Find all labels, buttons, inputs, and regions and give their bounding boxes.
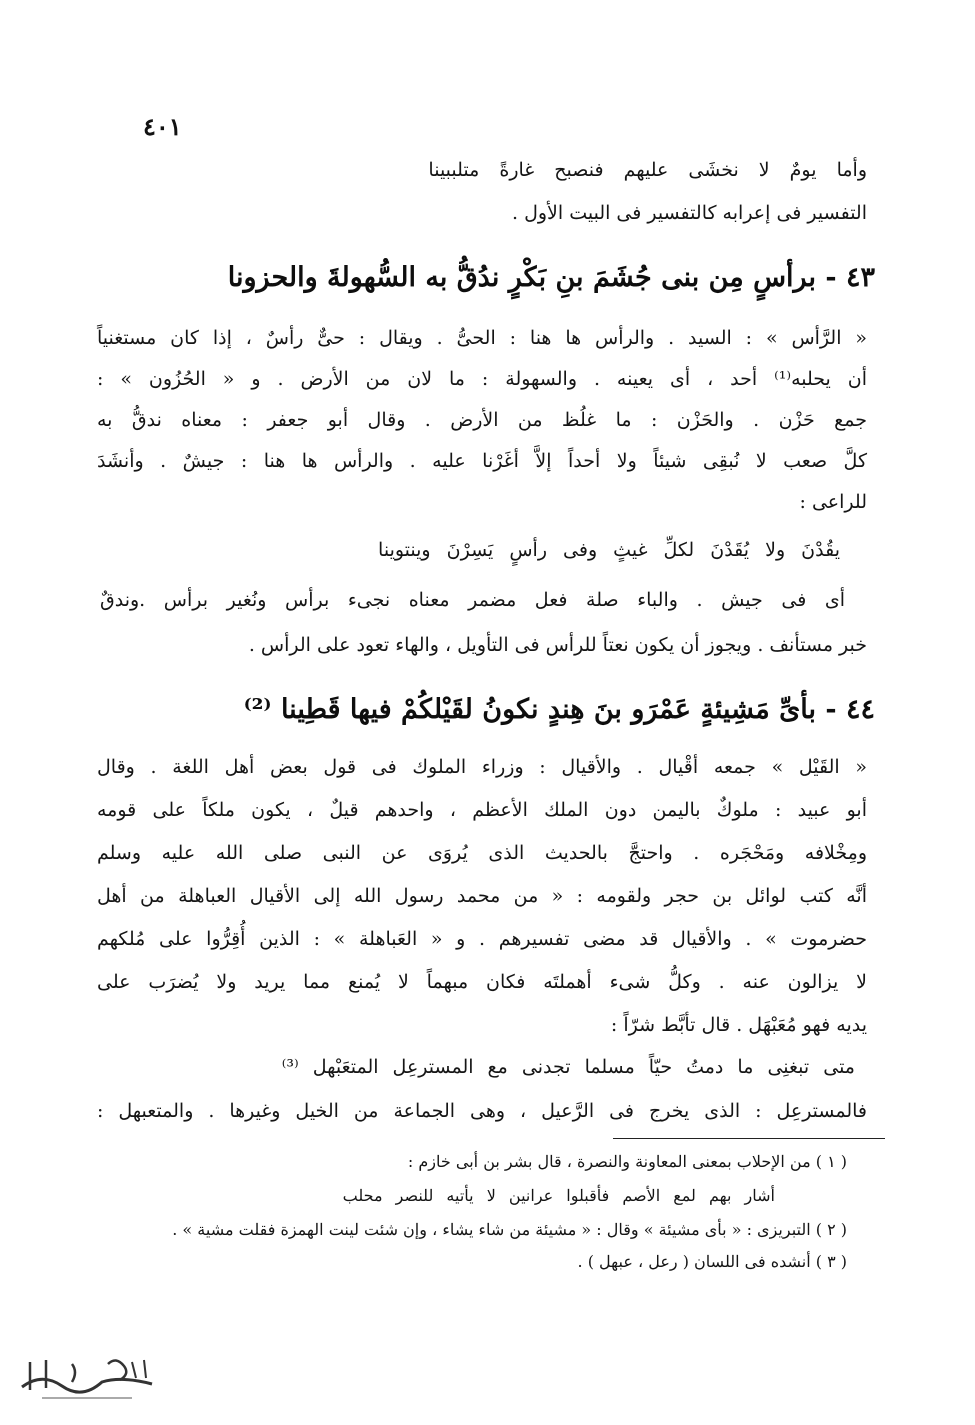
text-line: أن يحلبه⁽¹⁾ أحد ، أى يعينه . والسهولة : ما لان من الأرض . و « الحُزُون » : [97,368,868,390]
text-line: خبر مستأنف . ويجوز أن يكون نعتاً للرأس فى التأويل ، والهاء تعود على الرأس . [248,634,867,656]
text-line: يديه فهو مُعَبْهَل . قال تأبَّط شرّاً : [610,1014,867,1036]
text-line: جمع حَزْن . والحَزْن : ما غلُظ من الأرض . وقال أبو جعفر : معناه ندقُّ به [97,409,867,431]
verse-heading-43: ٤٣ - برأسٍ مِن بنى جُشَمَ بنِ بَكْرٍ ندُقُّ به السُّهولةَ والحزونا [227,262,875,293]
verse-line: متى تبغنِى ما دمتُ حيّاً مسلما تجدنى مع المسترعِل المتعَبْهل ⁽³⁾ [281,1056,855,1078]
text-line: فالمسترعِل : الذى يخرج فى الرَّعيل ، وهى الجماعة من الخيل وغيرها . والمتعبهل : [97,1100,867,1122]
text-line: ومِخْلافه ومَحْجَره . واحتجَّ بالحديث الذى يُروَى عن النبى صلى الله عليه وسلم [97,842,867,864]
text-line: « القَيْل » جمعه أقْيال . والأقيال : وزراء الملوك فى قول بعض أهل اللغة . وقال [97,756,867,778]
footnote: ( ٢ ) التبريزى : « بأى مشيئة » وقال : « مشيئة من شاء يشاء ، وإن شئت لينت الهمزة فقلت مشية » . [172,1220,847,1239]
page-number: ٤٠١ [143,112,182,141]
text-line: أنَّه كتب لوائل بن حجر ولقومه : « من محمد رسول الله إلى الأقيال العباهلة من أهل [97,885,867,907]
footnote: ( ٣ ) أنشده فى اللسان ( رعل ، عبهل ) . [577,1252,847,1271]
text-line: للراعى : [799,491,867,513]
text-line: كلَّ صعب لا نُبقِى شيئاً ولا أحداً إلاَّ أغَرْنا عليه . والرأس ها هنا : جيشٌ . وأنشَدَ [97,450,867,472]
text-line: « الرَّأس » : السيد . والرأس ها هنا : الحىُّ . ويقال : حىٌّ رأسٌ ، إذا كان مستغنياً [97,327,867,349]
text-line: أبو عبيد : ملوكٌ باليمن دون الملك الأعظم ، واحدهم قيلٌ ، يكون ملكاً على قومه [97,799,867,821]
text-line: حضرموت » . والأقيال قد مضى تفسيرهم . و « العَباهلة » : الذين أُقِرُّوا على مُلكهم [97,928,867,950]
footnote-verse: أشار بهم لمع الأصم فأقبلوا عرانين لا يأتيه للنصر محلب [342,1186,775,1205]
footnote-divider [613,1138,885,1139]
verse-heading-44: ٤٤ - بأىِّ مَشِيئةٍ عَمْرَو بنَ هِندٍ نكونُ لقَيْلكُمْ فيها قَطِينا ⁽²⁾ [243,694,875,725]
watermark-logo [12,1342,162,1412]
verse-line: يقُدْنَ ولا يُقَدْنَ لكلِّ غيثٍ وفى رأسٍ يَسِرْنَ وينتوينا [378,539,840,561]
verse-line: وأما يومٌ لا نخشَى عليهم فنصبح غارةً متلببينا [428,159,867,181]
text-line: لا يزالون عنه . وكلُّ شىء أهملتَه فكان مبهماً لا يُمنع مما يريد ولا يُضرَب على [97,971,867,993]
text-line: التفسير فى إعرابه كالتفسير فى البيت الأول . [511,202,867,224]
footnote: ( ١ ) من الإحلاب بمعنى المعاونة والنصرة ، قال بشر بن أبى خازم : [407,1152,847,1171]
text-line: أى فى جيش . والباء صلة فعل مضمر معناه نجىء برأس ونُغير برأس .وندقٌ [100,589,845,611]
